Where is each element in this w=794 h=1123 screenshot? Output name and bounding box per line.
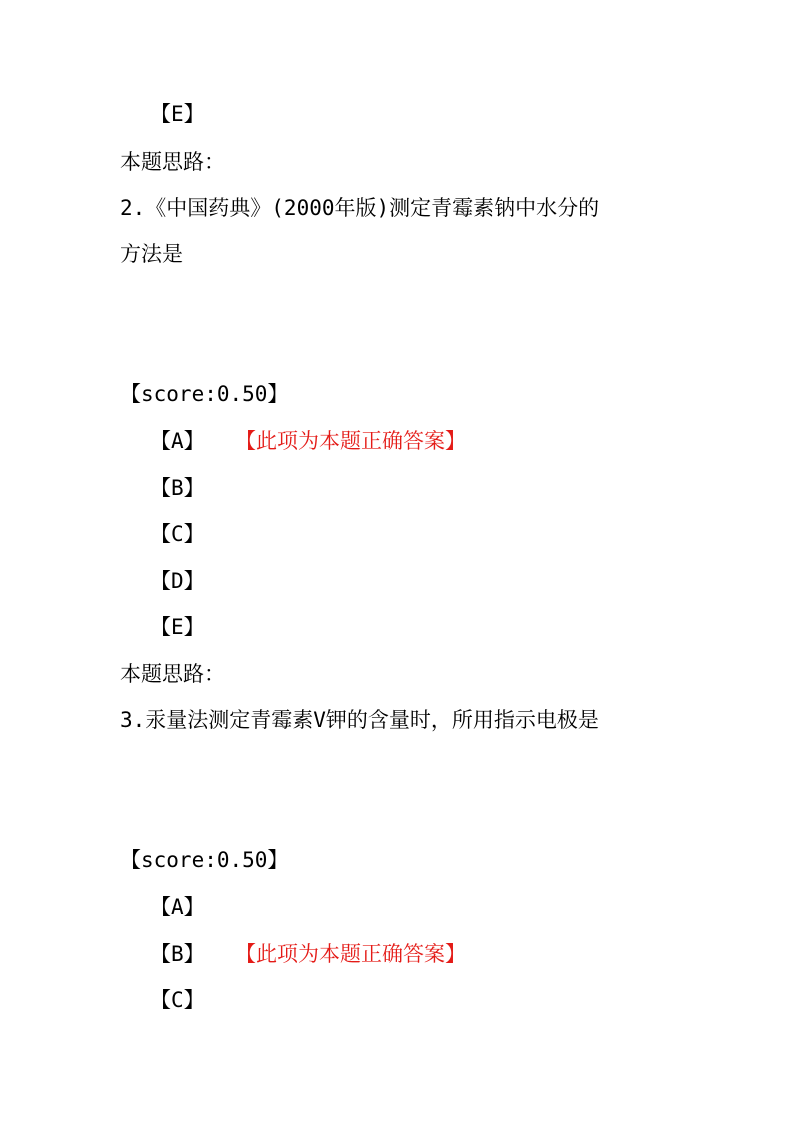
option-a-label: 【A】 bbox=[150, 429, 205, 453]
question-3-text-line-1: 3.汞量法测定青霉素V钾的含量时，所用指示电极是 bbox=[120, 708, 599, 732]
option-e-label: 【E】 bbox=[150, 102, 205, 126]
option-b-label: 【B】 bbox=[150, 942, 205, 966]
question-3-option-a: 【A】 bbox=[150, 895, 205, 919]
question-2-option-d: 【D】 bbox=[150, 569, 205, 593]
explanation-heading: 本题思路： bbox=[120, 662, 225, 686]
question-2-option-e: 【E】 bbox=[150, 615, 205, 639]
question-3-option-c: 【C】 bbox=[150, 988, 205, 1012]
explanation-heading: 本题思路： bbox=[120, 150, 225, 174]
question-2-text-line-2: 方法是 bbox=[120, 242, 183, 266]
question-2-option-c: 【C】 bbox=[150, 522, 205, 546]
question-3-option-b bbox=[150, 940, 466, 968]
question-2-score: 【score:0.50】 bbox=[120, 382, 289, 406]
correct-answer-marker: 【此项为本题正确答案】 bbox=[235, 942, 466, 966]
question-2-option-a bbox=[150, 427, 466, 455]
question-2-option-b: 【B】 bbox=[150, 476, 205, 500]
question-2-text-line-1: 2.《中国药典》(2000年版)测定青霉素钠中水分的 bbox=[120, 196, 600, 220]
question-3-score: 【score:0.50】 bbox=[120, 848, 289, 872]
correct-answer-marker: 【此项为本题正确答案】 bbox=[235, 429, 466, 453]
